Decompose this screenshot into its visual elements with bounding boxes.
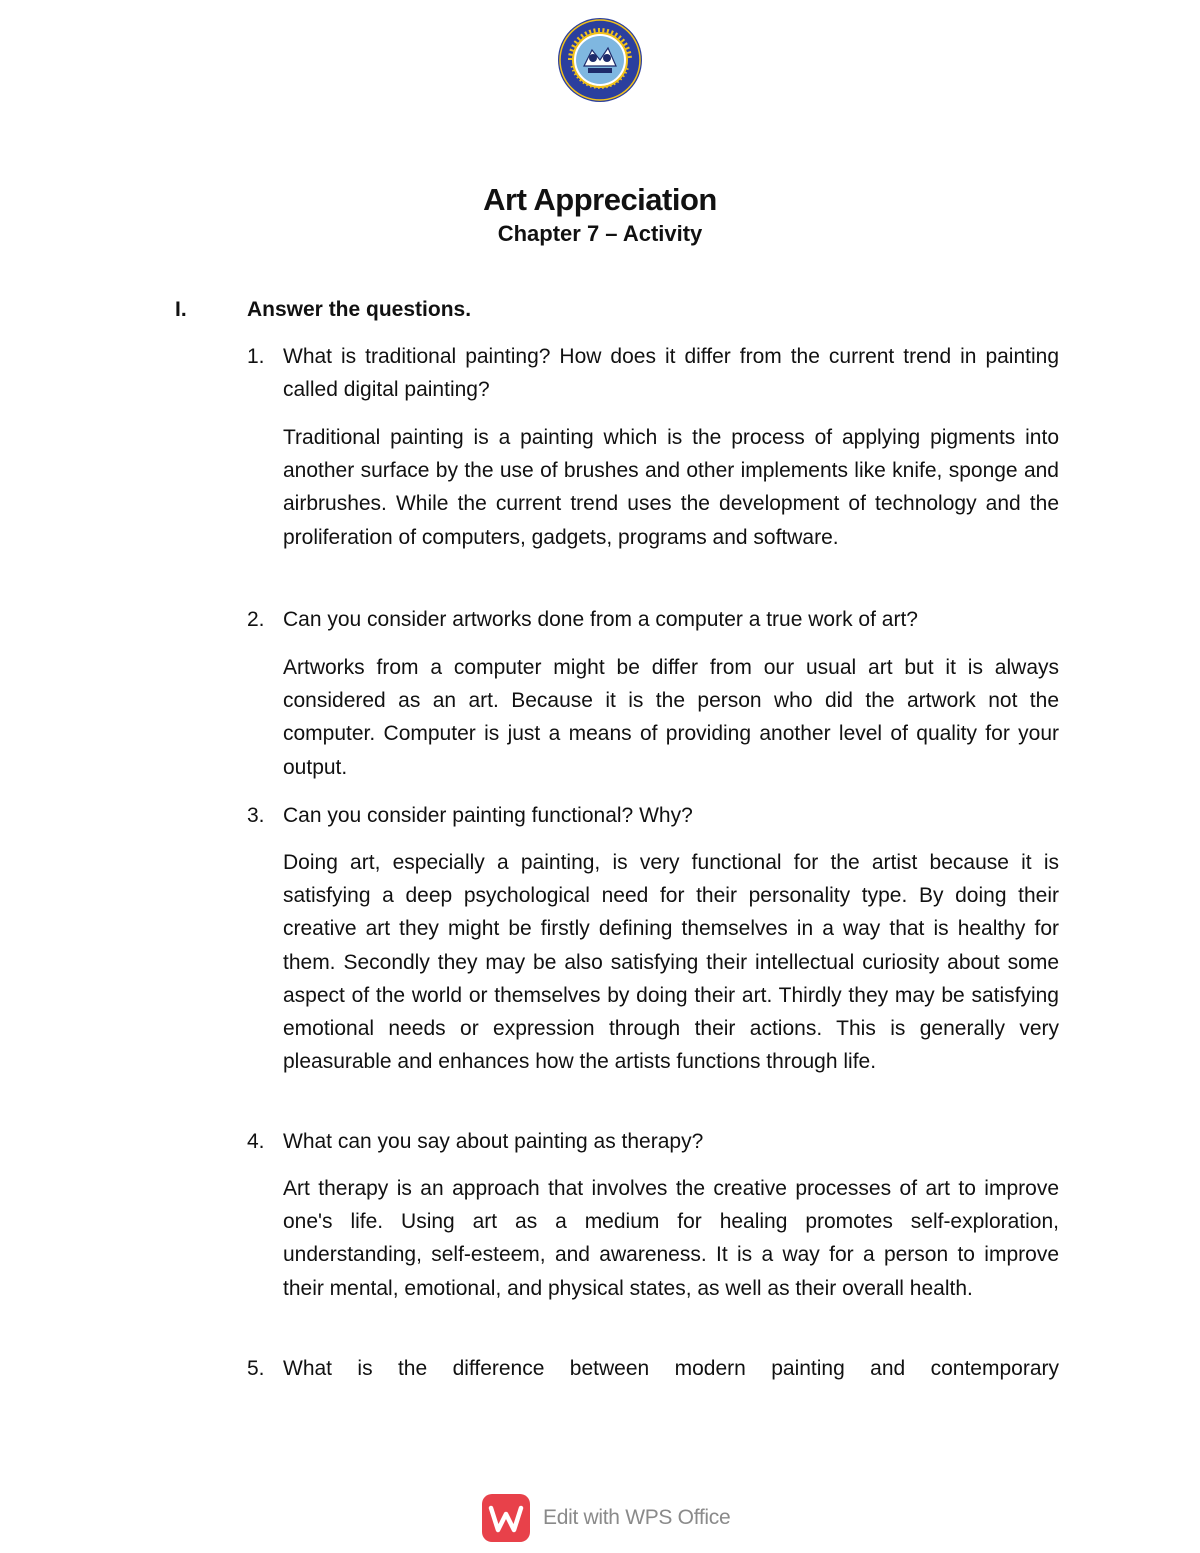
question-number-2: 2. xyxy=(247,608,265,631)
answer-text-2: Artworks from a computer might be differ from our usual art but it is always considered as an art. Because it is the person who did the artwork not the computer. Computer is just a means of providing another level of quality for your output. xyxy=(283,656,1059,779)
question-number-4: 4. xyxy=(247,1130,265,1153)
question-text-5: What is the difference between modern painting and contemporary xyxy=(283,1357,1059,1380)
school-seal-icon xyxy=(556,16,644,104)
question-text-4: What can you say about painting as therapy? xyxy=(283,1130,704,1153)
section-title: Answer the questions. xyxy=(247,298,472,321)
document-subtitle: Chapter 7 – Activity xyxy=(497,221,703,246)
answer-text-1: Traditional painting is a painting which is the process of applying pigments into another surface by the use of brushes and other implements like knife, sponge and airbrushes. While the current trend uses the development of technology and the proliferation of computers, gadgets, programs and software. xyxy=(283,426,1059,549)
wps-edit-label: Edit with WPS Office xyxy=(543,1506,731,1529)
section-number: I. xyxy=(175,298,187,321)
wps-edit-banner[interactable] xyxy=(482,1494,730,1542)
question-text-3: Can you consider painting functional? Why? xyxy=(283,804,693,827)
question-number-5: 5. xyxy=(247,1357,265,1380)
question-number-1: 1. xyxy=(247,345,265,368)
answer-text-3: Doing art, especially a painting, is very functional for the artist because it is satisfying a deep psychological need for their personality type. By doing their creative art they might be firstly defining themselves in a way that is healthy for them. Secondly they may be also satisfying their intellectual curiosity about some aspect of the world or themselves by doing their art. Thirdly they may be satisfying emotional needs or expression through their actions. This is generally very pleasurable and enhances how the artists functions through life. xyxy=(283,851,1059,1074)
question-text-2: Can you consider artworks done from a computer a true work of art? xyxy=(283,608,918,631)
wps-office-icon xyxy=(482,1494,530,1542)
question-number-3: 3. xyxy=(247,804,265,827)
answer-text-4: Art therapy is an approach that involves the creative processes of art to improve one's life. Using art as a medium for healing promotes self-exploration, understanding, self-esteem, and awareness. It is a way for a person to improve their mental, emotional, and physical states, as well as their overall health. xyxy=(283,1177,1059,1300)
document-title: Art Appreciation xyxy=(483,182,717,217)
question-text-1: What is traditional painting? How does it differ from the current trend in painting called digital painting? xyxy=(283,345,1059,402)
